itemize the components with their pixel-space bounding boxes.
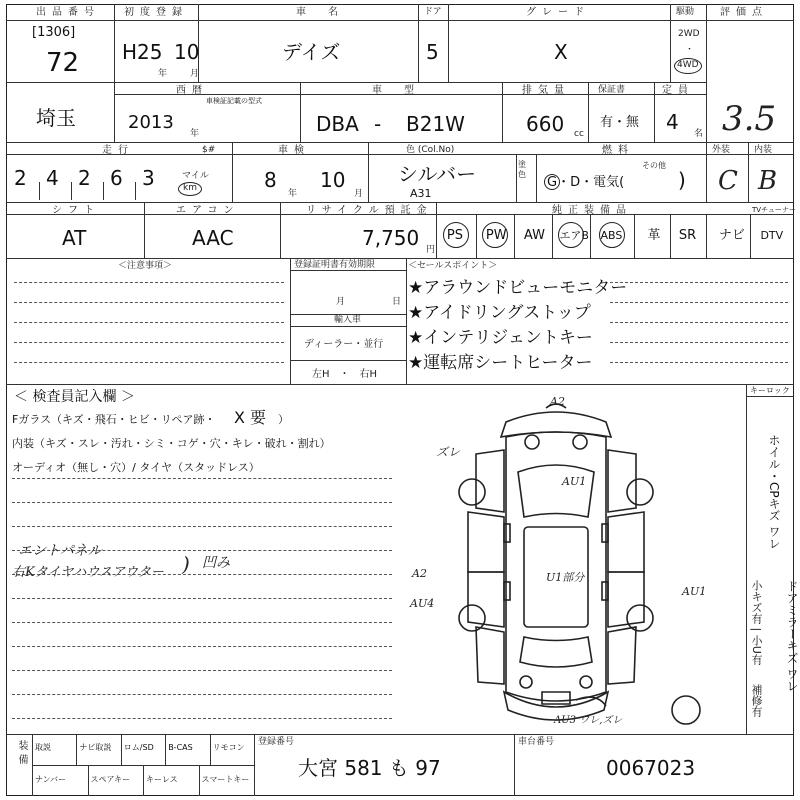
docs-item: ナンバー <box>35 775 67 784</box>
first-reg-label: 初度登録 <box>124 7 188 18</box>
docs-divider <box>121 734 122 765</box>
drive-label: 駆動 <box>676 7 695 17</box>
sales-point: ★アラウンドビューモニター <box>408 278 628 298</box>
equipment-item: DTV <box>760 229 784 242</box>
equipment-item: PW <box>485 228 507 243</box>
mileage-digit: 6 <box>110 166 123 190</box>
int-grade: B <box>758 166 778 196</box>
chassis-label: 車台番号 <box>518 737 555 747</box>
fuel-other: その他 <box>642 161 666 170</box>
equipment-item: エアB <box>559 229 589 242</box>
score-label: 評価点 <box>720 7 768 18</box>
import-label: 輸入車 <box>334 315 362 325</box>
displacement: 660 <box>526 112 565 136</box>
taillight-left <box>520 676 532 688</box>
keylock-label: キーロック <box>750 386 790 395</box>
equipment-item: ナビ <box>718 228 745 243</box>
lot-prefix: [1306] <box>32 25 76 40</box>
docs-divider <box>199 765 200 796</box>
diagram-note-au1-hood: AU1 <box>562 475 587 488</box>
inspection-label: 車検 <box>278 145 310 156</box>
color-code: A31 <box>410 187 432 200</box>
equipment-item: AW <box>523 228 545 243</box>
lot-label: 出品番号 <box>36 7 100 18</box>
mileage-digit: 2 <box>14 166 27 190</box>
diagram-note-a2-left: A2 <box>412 567 427 580</box>
warranty: 有・無 <box>600 115 640 130</box>
month-unit: 月 <box>190 69 200 79</box>
diagram-note-au1-right: AU1 <box>682 585 707 598</box>
rear-window <box>520 637 592 667</box>
inspection-line-1: Fガラス（キズ・飛石・ヒビ・リペア跡・ <box>12 413 216 426</box>
mileage-separator <box>39 182 40 200</box>
plate-label: 登録番号 <box>258 737 295 747</box>
inspection-year: 8 <box>264 168 277 192</box>
docs-item: B-CAS <box>168 743 193 752</box>
first-reg-month: 10 <box>174 40 200 64</box>
int-label: 内装 <box>754 145 773 155</box>
grade-label: グレード <box>526 7 590 18</box>
docs-item: ナビ取説 <box>79 743 112 752</box>
first-reg-era: H25 <box>122 40 163 64</box>
docs-divider <box>210 734 211 765</box>
seats-label: 定員 <box>662 85 694 96</box>
door-label: ドア <box>424 7 442 17</box>
docs-item: 取説 <box>35 743 51 752</box>
seats: 4 <box>666 110 679 134</box>
diagram-note-zure: ズレ <box>436 445 461 459</box>
legend-1: ホイル・CPキズ ワレ <box>767 434 781 550</box>
paint-label: 塗色 <box>518 160 526 179</box>
spare-tire <box>672 696 700 724</box>
equipment-item: ABS <box>600 229 623 242</box>
left-front-door <box>468 512 504 572</box>
tuner-label: TVチューナー <box>752 206 796 214</box>
inspection-year-unit: 年 <box>288 189 298 199</box>
wheel-rear-right <box>627 605 653 631</box>
doors: 5 <box>426 40 439 64</box>
displacement-label: 排気量 <box>522 85 570 96</box>
ext-grade: C <box>718 166 738 196</box>
car-name: デイズ <box>282 40 341 64</box>
handle-rf <box>602 524 608 542</box>
auction-sheet <box>6 4 799 796</box>
fuel-close: ) <box>678 168 686 192</box>
year-unit-2: 年 <box>190 129 200 139</box>
fuel-options: G・D・電気( <box>547 175 625 190</box>
handle-label: 左H ・ 右H <box>312 369 378 380</box>
car-diagram <box>406 392 706 732</box>
taillight-right <box>580 676 592 688</box>
headlight-right <box>573 435 587 449</box>
license-plate <box>542 692 570 704</box>
inspection-month: 10 <box>320 168 346 192</box>
model-label: 車 型 <box>372 85 420 96</box>
recycle-amount: 7,750 <box>362 226 420 250</box>
ac-label: エアコン <box>176 205 240 216</box>
front-bumper <box>501 412 611 437</box>
sales-point: ★運転席シートヒーター <box>408 353 593 373</box>
legend-4: 補修有 <box>750 684 763 717</box>
cc-unit: cc <box>574 129 584 139</box>
sagaku-label: $# <box>202 145 216 155</box>
wheel-rear-left <box>459 605 485 631</box>
windshield <box>518 465 594 517</box>
reg-cert-label: 登録証明書有効期限 <box>294 260 376 270</box>
sales-label: ＜セールスポイント＞ <box>408 261 498 271</box>
ac: AAC <box>192 226 234 250</box>
wheel-front-left <box>459 479 485 505</box>
region: 埼玉 <box>36 106 76 130</box>
color: シルバー <box>398 162 477 186</box>
model-code: B21W <box>406 112 465 136</box>
handwritten-bracket: ) <box>182 552 190 576</box>
inspection-line-1-close: ） <box>278 413 289 426</box>
score: 3.5 <box>722 99 777 139</box>
docs-item: スマートキー <box>201 775 250 784</box>
docs-item: リモコン <box>212 743 245 752</box>
handwritten-note-3: 凹み <box>202 555 230 571</box>
fuel-label: 燃料 <box>602 145 634 156</box>
wheel-front-right <box>627 479 653 505</box>
equipment-item: PS <box>446 228 463 243</box>
equipment-label: 純正装備品 <box>552 205 632 216</box>
model-prefix: DBA <box>316 112 359 136</box>
reg-day-unit: 日 <box>392 297 402 307</box>
docs-item: キーレス <box>146 775 178 784</box>
lot-number: 72 <box>46 48 80 78</box>
ext-label: 外装 <box>712 145 731 155</box>
drive-2wd: 2WD <box>678 29 700 39</box>
docs-item: ロム/SD <box>123 743 154 752</box>
docs-label: 装備 <box>16 740 27 768</box>
seat-unit: 名 <box>694 129 704 139</box>
legend-3: 小キズ有 | 小U有 <box>750 580 763 665</box>
equipment-item: SR <box>678 228 697 243</box>
sales-point: ★インテリジェントキー <box>408 328 593 348</box>
shift-label: シフト <box>52 205 100 216</box>
mileage-label: 走行 <box>102 145 134 156</box>
drive-dot: ・ <box>685 45 695 55</box>
inspection-title: ＜ 検査員記入欄 ＞ <box>14 389 135 405</box>
right-rear-quarter <box>608 627 636 684</box>
mileage-unit: km <box>183 183 197 193</box>
color-label: 色 (Col.No) <box>406 145 455 155</box>
mileage-separator <box>103 182 104 200</box>
chassis-number: 0067023 <box>606 756 696 780</box>
recycle-label: リサイクル預託金 <box>306 205 433 216</box>
sales-point: ★アイドリングストップ <box>408 303 591 323</box>
handle-lf <box>504 524 510 542</box>
grade: X <box>554 40 568 64</box>
mileage-digit: 4 <box>46 166 59 190</box>
model-note: 車検証記載の型式 <box>206 97 262 105</box>
car-name-label: 車 名 <box>296 7 344 18</box>
left-rear-door <box>468 572 504 627</box>
reg-month-unit: 月 <box>336 297 346 307</box>
left-rear-quarter <box>476 627 504 684</box>
mileage-separator <box>135 182 136 200</box>
drive-4wd: 4WD <box>677 60 699 70</box>
equipment-item: 革 <box>647 228 661 243</box>
shift: AT <box>62 226 87 250</box>
docs-divider <box>143 765 144 796</box>
legend-2: ドアミラーキズ ワレ <box>785 580 799 692</box>
handle-lr <box>504 582 510 600</box>
year: 2013 <box>128 112 174 133</box>
diagram-note-au4: AU4 <box>410 597 435 610</box>
docs-divider <box>165 734 166 765</box>
right-front-door <box>608 512 644 572</box>
model-dash: - <box>374 112 382 136</box>
handle-rr <box>602 582 608 600</box>
year-unit: 年 <box>158 69 168 79</box>
headlight-left <box>525 435 539 449</box>
inspection-month-unit: 月 <box>354 189 364 199</box>
au3-mark <box>576 697 606 706</box>
caution-label: ＜注意事項＞ <box>118 261 173 271</box>
inspection-line-3: オーディオ（無し・穴）/ タイヤ（スタッドレス） <box>12 461 260 474</box>
warranty-label: 保証書 <box>598 85 626 95</box>
glass-mark: X 要 <box>234 408 267 427</box>
mileage-digit: 3 <box>142 166 155 190</box>
diagram-note-au3: AU3 ワレ,ズレ <box>554 715 623 726</box>
mileage-separator <box>71 182 72 200</box>
docs-item: スペアキー <box>90 775 131 784</box>
mile-label: マイル <box>182 171 209 181</box>
right-rear-door <box>608 572 644 627</box>
handwritten-note-1: エントパネル <box>18 543 102 559</box>
mileage-digit: 2 <box>78 166 91 190</box>
diagram-note-a2-front: A2 <box>550 395 565 408</box>
handwritten-note-2: 右Kタイヤハウスアウター <box>12 565 164 580</box>
dealer-label: ディーラー・並行 <box>304 339 384 350</box>
western-label: 西暦 <box>176 85 208 96</box>
docs-divider <box>88 765 89 796</box>
yen-unit: 円 <box>426 245 436 255</box>
inspection-line-2: 内装（キズ・スレ・汚れ・シミ・コゲ・穴・キレ・破れ・割れ） <box>12 437 331 450</box>
diagram-note-u1: U1部分 <box>546 571 585 584</box>
plate-number: 大宮 581 も 97 <box>298 756 441 780</box>
docs-divider <box>76 734 77 765</box>
